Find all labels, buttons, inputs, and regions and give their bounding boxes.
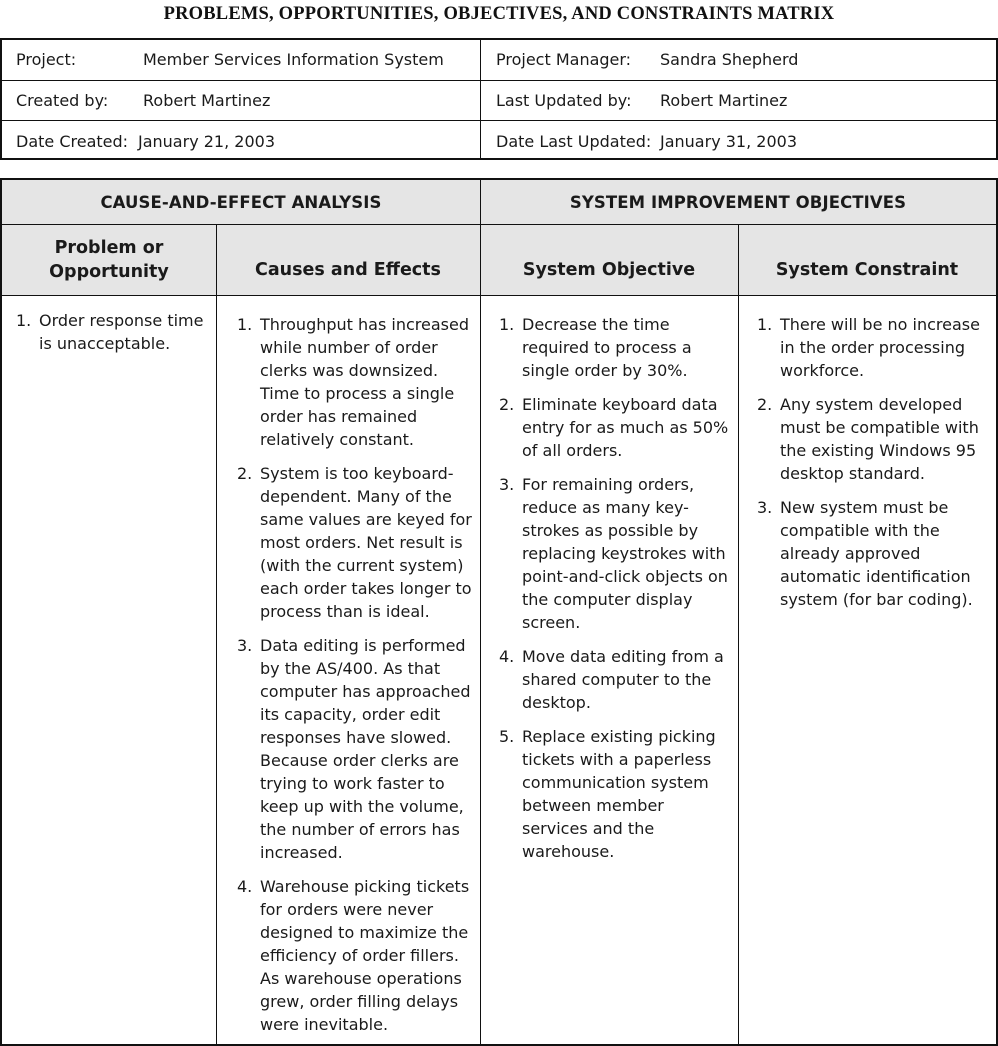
- item-number: 1.: [499, 315, 515, 334]
- item-text: System is too keyboard-dependent. Many of the same values are keyed for most orders. Net result is (with the current system) each order takes longer to process than is ideal.: [260, 464, 472, 621]
- column-divider: [216, 224, 217, 1044]
- group-header-objectives: SYSTEM IMPROVEMENT OBJECTIVES: [569, 192, 907, 212]
- constraints-column: [757, 313, 989, 622]
- updated-by-value: Robert Martinez: [660, 91, 788, 110]
- list-item: [237, 634, 473, 864]
- item-number: 2.: [499, 395, 515, 414]
- list-item: [757, 393, 989, 485]
- project-value: Member Services Information System: [143, 50, 444, 69]
- item-text: Order response time is unacceptable.: [39, 311, 204, 353]
- item-number: 3.: [237, 636, 253, 655]
- column-header-causes: Causes and Effects: [255, 260, 441, 280]
- list-item: [237, 875, 473, 1036]
- date-created-value: January 21, 2003: [138, 132, 275, 151]
- item-text: Data editing is performed by the AS/400. As that computer has approached its capacity, order edit responses have slowed. Because order clerks are trying to work faster to keep up with the volume, the number of errors has increased.: [260, 636, 471, 862]
- objectives-column: [499, 313, 729, 874]
- list-item: [499, 393, 729, 462]
- item-text: Move data editing from a shared computer to the desktop.: [522, 647, 724, 712]
- updated-by-label: Last Updated by:: [496, 91, 632, 110]
- item-text: Replace existing picking tickets with a paperless communication system between member services and the warehouse.: [522, 727, 716, 861]
- list-item: [237, 462, 473, 623]
- column-header-divider: [2, 295, 996, 296]
- column-divider: [738, 224, 739, 1044]
- item-number: 2.: [757, 395, 773, 414]
- list-item: [757, 496, 989, 611]
- info-row-divider: [2, 80, 996, 81]
- item-text: For remaining orders, reduce as many key-strokes as possible by replacing keystrokes with point-and-click objects on the computer display screen.: [522, 475, 728, 632]
- date-updated-label: Date Last Updated:: [496, 132, 652, 151]
- item-text: Decrease the time required to process a single order by 30%.: [522, 315, 692, 380]
- column-header-constraint: System Constraint: [775, 260, 959, 280]
- column-header-problem: [2, 224, 216, 295]
- created-by-value: Robert Martinez: [143, 91, 271, 110]
- causes-column: [237, 313, 473, 1046]
- item-number: 3.: [499, 475, 515, 494]
- item-number: 1.: [237, 315, 253, 334]
- info-column-divider: [480, 40, 481, 158]
- item-text: Any system developed must be compatible with the existing Windows 95 desktop standard.: [780, 395, 979, 483]
- list-item: [499, 725, 729, 863]
- item-text: Warehouse picking tickets for orders were never designed to maximize the efficiency of order fillers. As warehouse operations grew, order filling delays were inevitable.: [260, 877, 470, 1034]
- item-text: There will be no increase in the order processing workforce.: [780, 315, 980, 380]
- project-label: Project:: [16, 50, 77, 69]
- manager-value: Sandra Shepherd: [660, 50, 799, 69]
- group-header-cause-effect: CAUSE-AND-EFFECT ANALYSIS: [100, 192, 382, 212]
- document-title: PROBLEMS, OPPORTUNITIES, OBJECTIVES, AND CONSTRAINTS MATRIX: [163, 4, 835, 24]
- created-by-label: Created by:: [16, 91, 109, 110]
- list-item: [499, 313, 729, 382]
- column-header-objective: System Objective: [522, 260, 696, 280]
- manager-label: Project Manager:: [496, 50, 632, 69]
- list-item: [499, 473, 729, 634]
- item-number: 1.: [757, 315, 773, 334]
- analysis-matrix: [0, 178, 998, 1046]
- problems-column: [16, 309, 206, 366]
- list-item: [757, 313, 989, 382]
- list-item: [499, 645, 729, 714]
- group-divider: [480, 180, 481, 1044]
- project-info-box: [0, 38, 998, 160]
- column-header-problem-line2: Opportunity: [49, 261, 169, 282]
- item-number: 3.: [757, 498, 773, 517]
- item-number: 4.: [237, 877, 253, 896]
- item-number: 1.: [16, 311, 32, 330]
- column-header-problem-line1: Problem or: [54, 237, 164, 258]
- item-text: Eliminate keyboard data entry for as much as 50% of all orders.: [522, 395, 729, 460]
- date-updated-value: January 31, 2003: [660, 132, 797, 151]
- item-text: Throughput has increased while number of order clerks was downsized. Time to process a single order has remained relatively constant.: [260, 315, 469, 449]
- item-number: 5.: [499, 727, 515, 746]
- date-created-label: Date Created:: [16, 132, 129, 151]
- info-row-divider: [2, 120, 996, 121]
- item-number: 4.: [499, 647, 515, 666]
- item-number: 2.: [237, 464, 253, 483]
- item-text: New system must be compatible with the already approved automatic identification system (for bar coding).: [780, 498, 973, 609]
- list-item: [16, 309, 206, 355]
- list-item: [237, 313, 473, 451]
